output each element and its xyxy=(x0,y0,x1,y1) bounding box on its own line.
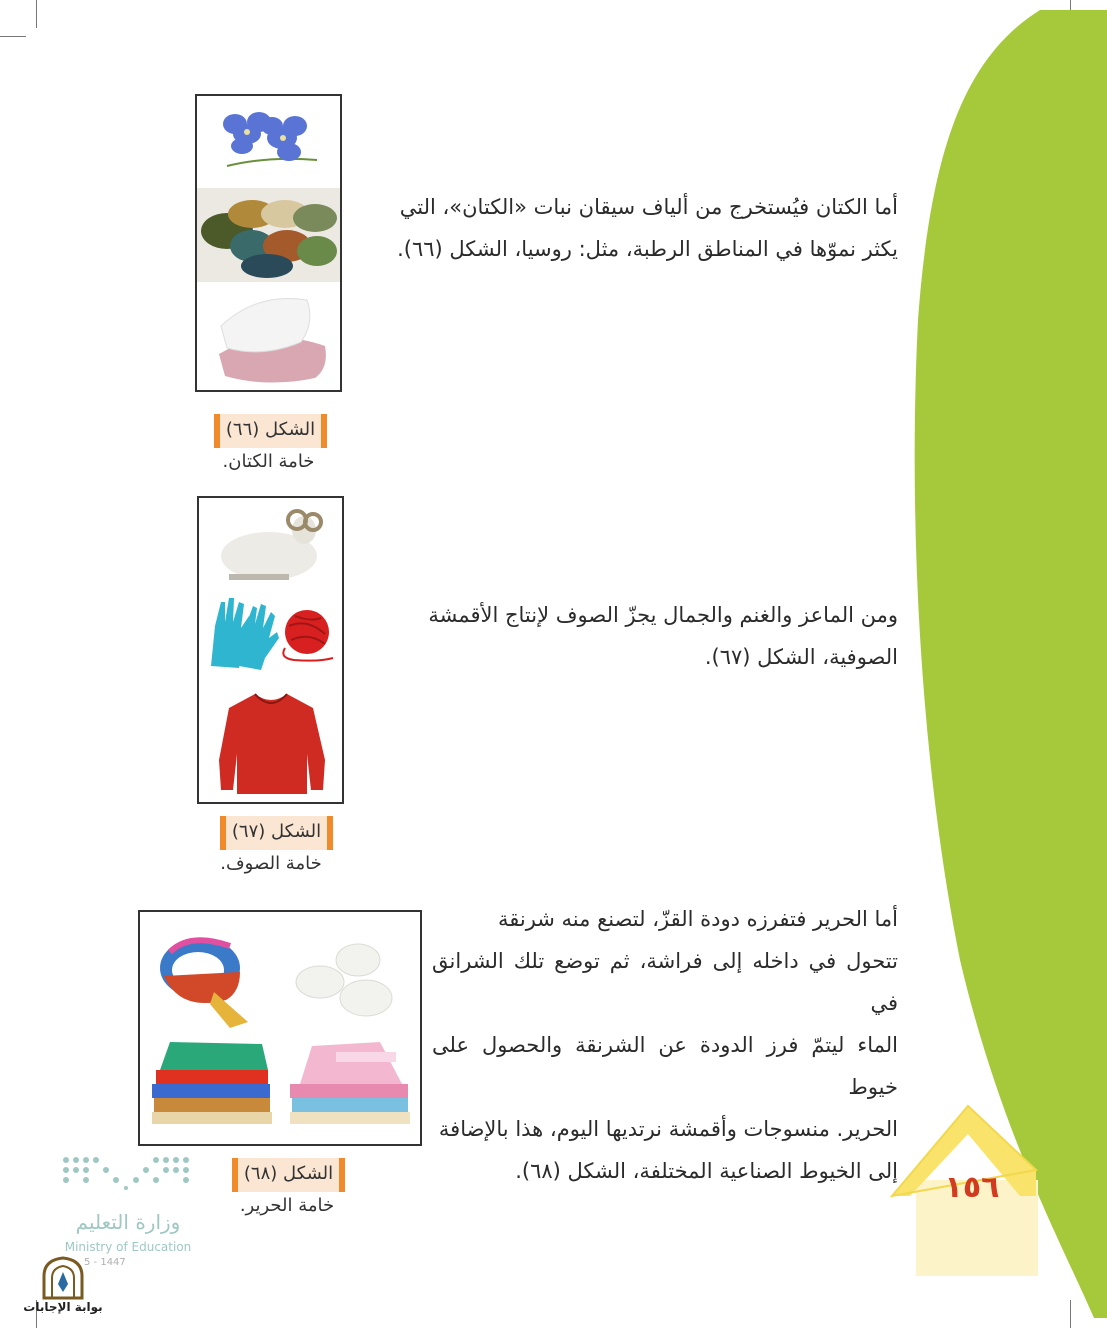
portal-label: بوابة الإجابات xyxy=(23,1300,103,1314)
figure-66-image xyxy=(197,96,340,390)
text-line: أما الكتان فيُستخرج من ألياف سيقان نبات «الكتان»، التي xyxy=(399,195,898,219)
text-line: إلى الخيوط الصناعية المختلفة، الشكل (٦٨). xyxy=(515,1159,898,1183)
text-line: ومن الماعز والغنم والجمال يجزّ الصوف لإنتاج الأقمشة xyxy=(428,603,898,627)
text-line: أما الحرير فتفرزه دودة القزّ، لتصنع منه شرنقة xyxy=(497,907,898,931)
text-line: يكثر نموّها في المناطق الرطبة، مثل: روسيا، الشكل (٦٦). xyxy=(397,237,898,261)
text-line: الحرير. منسوجات وأقمشة نرتديها اليوم، هذا بالإضافة xyxy=(438,1117,898,1141)
silk-scarf-icon xyxy=(160,938,248,1028)
figure-68-image xyxy=(140,912,420,1144)
figure-66-frame xyxy=(195,94,342,392)
figure-67-frame xyxy=(197,496,344,804)
figure-68-label: الشكل (٦٨) xyxy=(232,1158,345,1192)
paragraph-wool xyxy=(386,594,898,678)
silk-cocoons-icon xyxy=(296,944,392,1016)
figure-67-label: الشكل (٦٧) xyxy=(220,816,333,850)
yarn-skeins-icon xyxy=(197,188,340,282)
yarn-ball-icon xyxy=(283,610,333,661)
figure-67-caption: خامة الصوف. xyxy=(220,853,322,874)
portal-logo-icon xyxy=(40,1256,86,1300)
sweater-icon xyxy=(219,694,325,794)
figure-68-frame xyxy=(138,910,422,1146)
page-number: ١٥٦ xyxy=(944,1170,1000,1205)
ministry-name-english: Ministry of Education xyxy=(64,1240,192,1254)
figure-67-image xyxy=(199,498,342,802)
paragraph-silk xyxy=(432,898,898,1192)
folded-fabric-stack-icon xyxy=(290,1042,410,1124)
text-line: الصوفية، الشكل (٦٧). xyxy=(704,645,898,669)
ministry-name-arabic: وزارة التعليم xyxy=(75,1210,181,1234)
ministry-year: 5 - 1447 xyxy=(84,1257,126,1268)
gloves-icon xyxy=(211,598,279,670)
pillows-icon xyxy=(197,284,340,390)
ministry-dots-logo-icon xyxy=(60,1152,200,1202)
paragraph-flax xyxy=(386,186,898,270)
text-line: تتحول في داخله إلى فراشة، ثم توضع تلك الشرانق في xyxy=(432,949,898,1015)
text-line: الماء ليتمّ فرز الدودة عن الشرنقة والحصول على خيوط xyxy=(432,1033,898,1099)
folded-fabric-stack-icon xyxy=(152,1042,272,1124)
figure-68-caption: خامة الحرير. xyxy=(239,1195,335,1216)
figure-66-caption: خامة الكتان. xyxy=(222,451,315,472)
flax-flower-icon xyxy=(197,96,340,186)
sheep-icon xyxy=(221,511,321,580)
figure-66-label: الشكل (٦٦) xyxy=(214,414,327,448)
